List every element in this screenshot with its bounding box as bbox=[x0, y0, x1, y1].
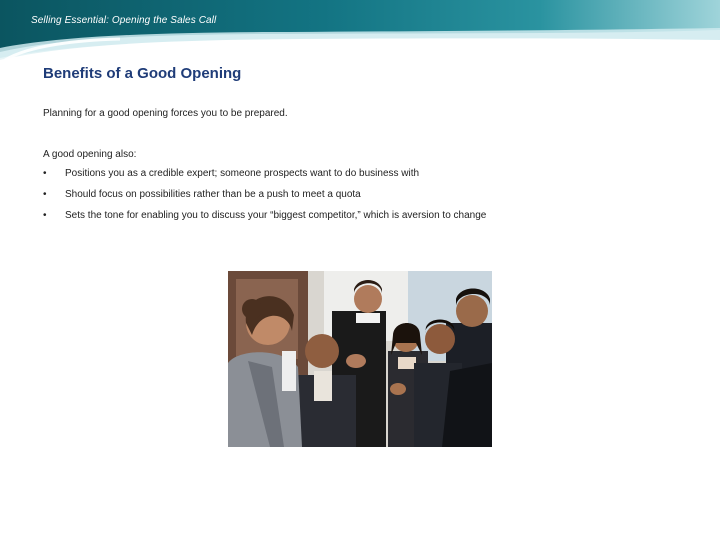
list-item bbox=[43, 168, 683, 189]
bullet-text: Should focus on possibilities rather than be a push to meet a quota bbox=[65, 189, 361, 200]
list-item bbox=[43, 189, 683, 210]
bullet-text: Positions you as a credible expert; someone prospects want to do business with bbox=[65, 168, 420, 179]
business-meeting-photo bbox=[228, 271, 492, 447]
course-title: Selling Essential: Opening the Sales Call bbox=[31, 15, 217, 26]
bullet-icon: • bbox=[43, 210, 47, 221]
bullet-text: Sets the tone for enabling you to discuss your “biggest competitor,” which is aversion to change bbox=[65, 210, 487, 221]
slide-title: Benefits of a Good Opening bbox=[43, 65, 242, 82]
list-item bbox=[43, 210, 683, 231]
intro-text: Planning for a good opening forces you to be prepared. bbox=[43, 108, 288, 119]
benefit-list bbox=[43, 168, 683, 231]
also-label: A good opening also: bbox=[43, 149, 137, 160]
bullet-icon: • bbox=[43, 189, 47, 200]
business-meeting-illustration bbox=[228, 271, 492, 447]
bullet-icon: • bbox=[43, 168, 47, 179]
